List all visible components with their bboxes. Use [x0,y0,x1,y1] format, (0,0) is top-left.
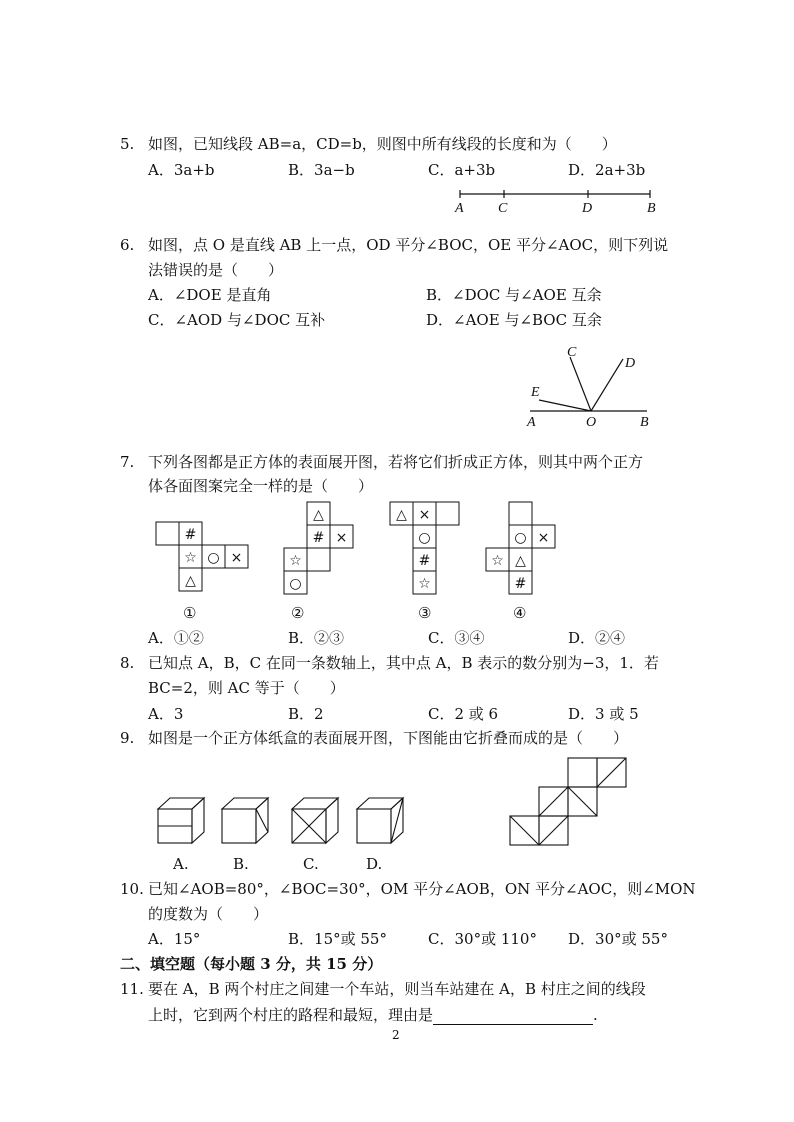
q7-caption-1: ① [183,604,197,622]
net3-hash-symbol: # [418,553,431,569]
q5-option-c: C．a+3b [428,161,496,179]
net1-star-symbol: ☆ [184,550,197,566]
q6-option-b: B．∠DOC 与∠AOE 互余 [426,286,602,304]
q8-option-b: B．2 [288,705,324,723]
net2-triangle-symbol: △ [313,507,324,523]
net3-cross-symbol: × [418,507,431,523]
q6-option-c: C．∠AOD 与∠DOC 互补 [148,311,326,329]
q10-option-c: C．30°或 110° [428,930,537,948]
question-6-number: 6. [120,236,135,254]
net2-cross-symbol: × [335,530,348,546]
q6-option-a: A．∠DOE 是直角 [148,286,272,304]
section-2-title: 二、填空题（每小题 3 分，共 15 分） [120,955,383,973]
net1-cross-symbol: × [230,550,243,566]
net4-star-symbol: ☆ [491,553,504,569]
net2-hash-symbol: # [312,530,325,546]
q11-stem-text: 上时，它到两个村庄的路程和最短，理由是 [148,1006,434,1024]
question-6-stem-line2: 法错误的是（ ） [148,261,284,279]
q5-option-a: A．3a+b [148,161,215,179]
page-number: 2 [392,1028,400,1042]
net4-cross-symbol: × [537,530,550,546]
net3-circle-symbol: ○ [418,530,431,546]
q8-option-d: D．3 或 5 [568,705,639,723]
q6-label-o: O [586,415,597,430]
q5-option-d: D．2a+3b [568,161,646,179]
net1-circle-symbol: ○ [207,550,220,566]
q8-option-a: A．3 [148,705,184,723]
net4-hash-symbol: # [514,576,527,592]
net1-hash-symbol: # [184,527,197,543]
question-5-stem: 如图，已知线段 AB=a，CD=b，则图中所有线段的长度和为（ ） [148,135,617,153]
q5-label-d: D [582,201,593,216]
net2-star-symbol: ☆ [289,553,302,569]
question-10-number: 10. [120,880,144,898]
question-5-number: 5. [120,135,135,153]
q6-label-a: A [527,415,536,430]
net4-triangle-symbol: △ [515,553,526,569]
q7-caption-4: ④ [513,604,527,622]
q7-caption-2: ② [291,604,305,622]
question-7-stem-line2: 体各面图案完全一样的是（ ） [148,477,374,495]
question-7-number: 7. [120,453,135,471]
question-11-stem-line1: 要在 A，B 两个村庄之间建一个车站，则当车站建在 A，B 村庄之间的线段 [148,980,646,998]
question-9-number: 9. [120,729,135,747]
q8-option-c: C．2 或 6 [428,705,499,723]
net4-circle-symbol: ○ [514,530,527,546]
q7-caption-3: ③ [418,604,432,622]
question-7-stem-line1: 下列各图都是正方体的表面展开图，若将它们折成正方体，则其中两个正方 [148,453,644,471]
q7-option-d: D．②④ [568,629,626,647]
question-8-stem-line2: BC=2，则 AC 等于（ ） [148,679,345,697]
q9-caption-c: C. [303,855,319,873]
q6-label-b: B [640,415,649,430]
q10-option-a: A．15° [148,930,201,948]
q7-option-a: A．①② [148,629,204,647]
q7-option-c: C．③④ [428,629,485,647]
q7-cube-nets [150,500,670,600]
net1-triangle-symbol: △ [185,573,196,589]
q5-segment-figure [455,188,665,208]
q11-answer-blank[interactable] [433,1008,593,1025]
q5-label-c: C [498,201,508,216]
net3-star-symbol: ☆ [418,576,431,592]
question-10-stem-line2: 的度数为（ ） [148,905,269,923]
question-10-stem-line1: 已知∠AOB=80°，∠BOC=30°，OM 平分∠AOB，ON 平分∠AOC，则∠MON [148,880,696,898]
question-9-stem: 如图是一个正方体纸盒的表面展开图，下图能由它折叠而成的是（ ） [148,729,629,747]
q6-label-d: D [625,356,636,371]
q5-label-b: B [647,201,656,216]
net2-circle-symbol: ○ [289,576,302,592]
q10-option-b: B．15°或 55° [288,930,387,948]
q11-period: . [593,1006,598,1024]
q6-label-e: E [531,385,540,400]
question-11-stem-line2 [148,1005,598,1025]
net3-triangle-symbol: △ [396,507,407,523]
q6-option-d: D．∠AOE 与∠BOC 互余 [426,311,602,329]
question-11-number: 11. [120,980,144,998]
q9-figures [150,752,650,852]
q5-label-a: A [455,201,464,216]
question-8-stem-line1: 已知点 A，B，C 在同一条数轴上，其中点 A，B 表示的数分别为−3，1．若 [148,654,659,672]
q9-caption-d: D. [366,855,383,873]
question-8-number: 8. [120,654,135,672]
question-6-stem-line1: 如图，点 O 是直线 AB 上一点，OD 平分∠BOC，OE 平分∠AOC，则下列说 [148,236,669,254]
q6-label-c: C [567,345,577,360]
q10-option-d: D．30°或 55° [568,930,668,948]
q5-option-b: B．3a−b [288,161,355,179]
q6-angle-figure [525,345,655,420]
q9-caption-b: B. [233,855,249,873]
q7-option-b: B．②③ [288,629,345,647]
q9-caption-a: A. [173,855,189,873]
